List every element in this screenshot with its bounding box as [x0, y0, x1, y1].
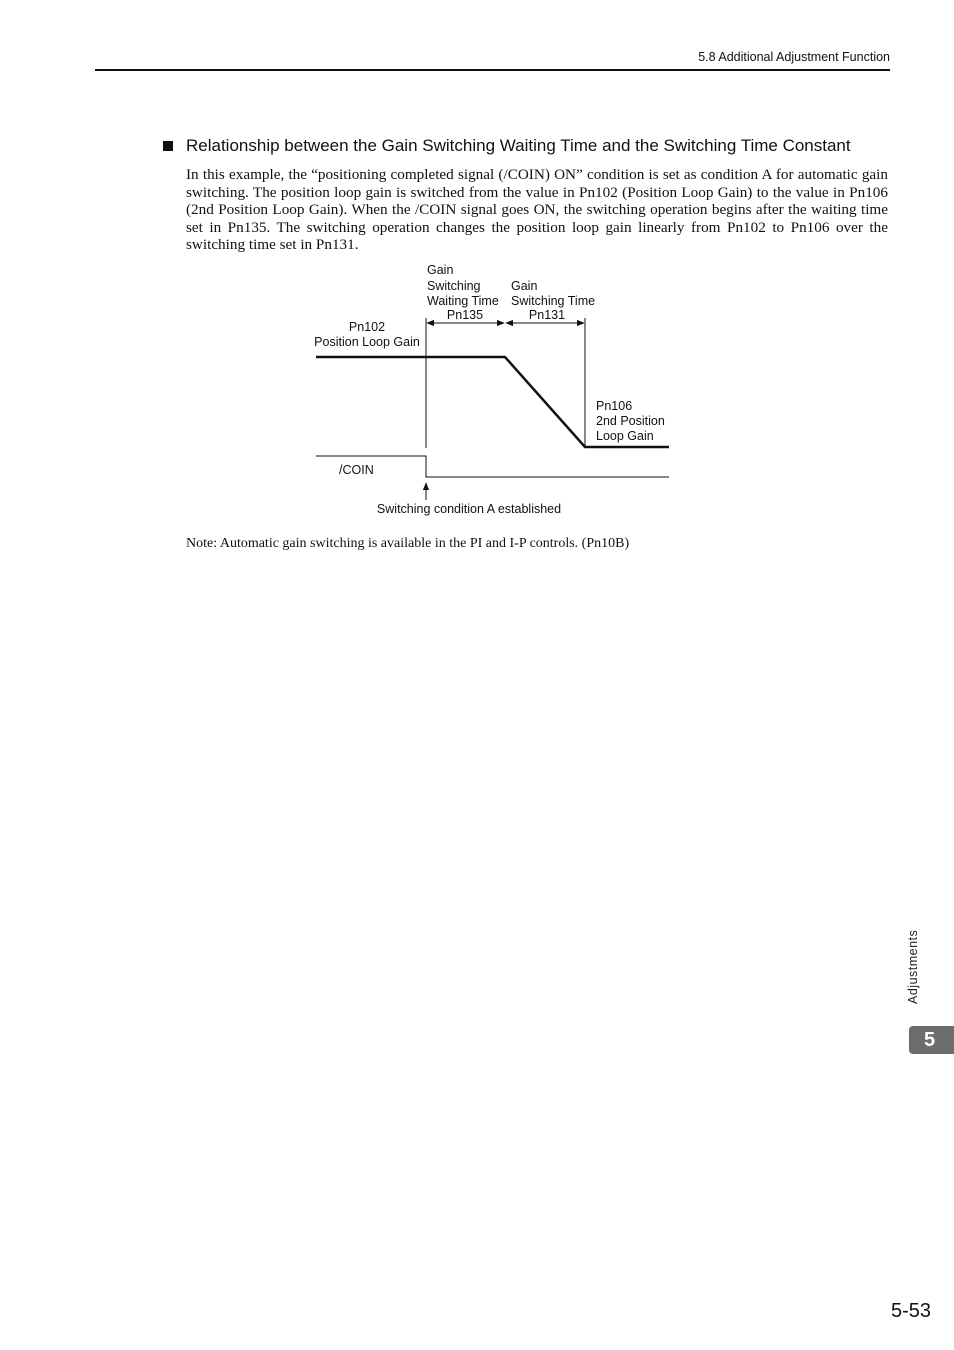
waiting-time-label-2: Switching [427, 279, 481, 293]
trigger-label: Switching condition A established [376, 502, 562, 516]
switching-time-label-2: Switching Time [511, 294, 596, 308]
waiting-time-label-1: Gain [427, 263, 454, 277]
waiting-time-param: Pn135 [446, 308, 484, 322]
waiting-time-label-3: Waiting Time [427, 294, 499, 308]
note: Note: Automatic gain switching is available in the PI and I-P controls. (Pn10B) [186, 536, 630, 551]
running-header: 5.8 Additional Adjustment Function [698, 50, 890, 64]
initial-gain-label-2: Position Loop Gain [314, 335, 420, 349]
page-number: 5-53 [890, 1300, 931, 1322]
section-heading [163, 136, 903, 156]
chapter-tab [909, 1026, 954, 1054]
coin-signal-label: /COIN [339, 463, 374, 477]
switching-time-param: Pn131 [528, 308, 566, 322]
header-rule [95, 69, 890, 71]
body-paragraph: In this example, the “positioning completed signal (/COIN) ON” condition is set as condition A for automatic gain switching. The position loop gain is switched from the value in Pn102 (Position Loop Gain) to the value in Pn106 (2nd Position Loop Gain). When the /COIN signal goes ON, the switching operation begins after the waiting time set in Pn135. The switching operation changes the position loop gain linearly from Pn102 to Pn106 over the switching time set in Pn131. [186, 166, 888, 254]
chapter-number: 5 [923, 1028, 936, 1051]
final-gain-label-2: 2nd Position [596, 414, 665, 428]
gain-switching-timing-diagram [300, 258, 690, 523]
initial-gain-label-1: Pn102 [348, 320, 386, 334]
switching-time-label-1: Gain [511, 279, 538, 293]
final-gain-label-3: Loop Gain [596, 429, 654, 443]
square-bullet-icon [163, 141, 173, 151]
chapter-side-label: Adjustments [906, 929, 920, 1004]
final-gain-label-1: Pn106 [596, 399, 633, 413]
section-heading-text: Relationship between the Gain Switching Waiting Time and the Switching Time Constant [186, 136, 851, 155]
